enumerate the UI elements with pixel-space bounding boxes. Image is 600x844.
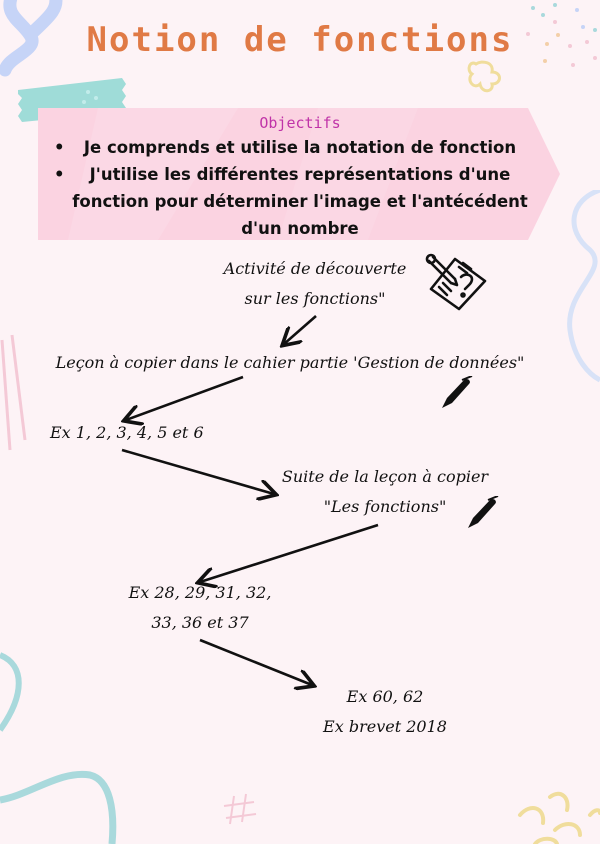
arrow-3: [122, 450, 274, 494]
bullet: •: [54, 165, 65, 184]
objective-text: fonction pour déterminer l'image et l'antécédent: [72, 192, 528, 211]
step-text: sur les fonctions": [244, 289, 386, 308]
page-title: Notion de fonctions: [86, 20, 514, 60]
step-text: Ex 28, 29, 31, 32,: [128, 583, 272, 602]
arrow-2: [126, 377, 243, 420]
objectives-heading: Objectifs: [259, 114, 341, 132]
objective-text: Je comprends et utilise la notation de fonction: [83, 138, 517, 157]
arrow-5: [200, 640, 312, 685]
arrow-1: [284, 316, 316, 344]
objective-text: J'utilise les différentes représentations d'une: [89, 165, 511, 184]
bullet: •: [54, 138, 65, 157]
step-text: "Les fonctions": [323, 497, 447, 516]
step-text: Ex 60, 62: [346, 687, 424, 706]
step-text: Suite de la leçon à copier: [281, 467, 489, 486]
step-text: Activité de découverte: [223, 259, 407, 278]
step-text: Ex brevet 2018: [323, 717, 447, 736]
objective-text: d'un nombre: [241, 219, 359, 238]
step-text: Ex 1, 2, 3, 4, 5 et 6: [50, 423, 204, 442]
step-text: Leçon à copier dans le cahier partie 'Gestion de données": [55, 353, 525, 372]
step-text: 33, 36 et 37: [151, 613, 249, 632]
arrow-4: [200, 525, 378, 582]
